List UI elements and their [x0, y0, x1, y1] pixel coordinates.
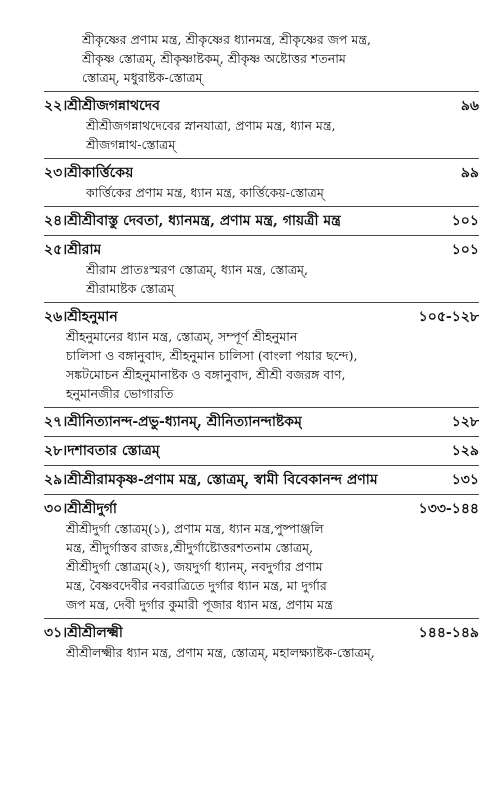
toc-entry-26: [44, 307, 479, 408]
entry-page: ৯৯: [460, 165, 479, 181]
entry-heading: [44, 470, 479, 490]
entry-title: শ্রীনিত্যানন্দ-প্রভু-ধ্যানম্‌, শ্রীনিত্যানন্দাষ্টকম্‌: [67, 414, 302, 430]
entry-line: শ্রীকৃষ্ণ স্তোত্রম্‌, শ্রীকৃষ্ণাষ্টকম্‌, শ্রীকৃষ্ণ অষ্টোত্তর শতনাম: [82, 51, 346, 66]
entry-page: ৯৬: [460, 98, 479, 114]
entry-number: ৩০।: [44, 501, 68, 517]
toc-entry-27: [44, 412, 479, 437]
entry-title: শ্রীশ্রীদুর্গা: [67, 501, 117, 517]
toc-entry-30: [44, 499, 479, 619]
continued-lines: [44, 30, 479, 87]
entry-page: ১২৮: [451, 414, 479, 430]
entry-heading: [44, 163, 479, 183]
entry-line: শ্রীহনুমানের ধ্যান মন্ত্র, স্তোত্রম্‌, সম্পূর্ণ শ্রীহনুমান: [66, 329, 298, 344]
entry-heading: [44, 211, 479, 231]
entry-line: সঙ্কটমোচন শ্রীহনুমানাষ্টক ও বঙ্গানুবাদ, শ্রীশ্রী বজরঙ্গ বাণ,: [66, 367, 346, 382]
toc-entry-23: [44, 163, 479, 207]
entry-page: ১৩৩-১৪৪: [418, 501, 479, 517]
entry-page: ১০১: [451, 242, 479, 258]
entry-line: জপ মন্ত্র, দেবী দুর্গার কুমারী পূজার ধ্যান মন্ত্র, প্রণাম মন্ত্র: [66, 597, 333, 612]
entry-page: ১২৯: [451, 443, 479, 459]
entry-heading: [44, 96, 479, 116]
entry-title: শ্রীশ্রীবাস্তু দেবতা, ধ্যানমন্ত্র, প্রণাম মন্ত্র, গায়ত্রী মন্ত্র: [67, 213, 341, 229]
entry-page: ১০১: [451, 213, 479, 229]
entry-line: শ্রীশ্রীদুর্গা স্তোত্রম্‌(১), প্রণাম মন্ত্র, ধ্যান মন্ত্র,পুষ্পাঞ্জলি: [66, 521, 324, 536]
entry-line: শ্রীশ্রীজগন্নাথদেবের স্নানযাত্রা, প্রণাম মন্ত্র, ধ্যান মন্ত্র,: [86, 118, 336, 133]
entry-lines: [44, 260, 479, 298]
entry-line: শ্রীকৃষ্ণের প্রণাম মন্ত্র, শ্রীকৃষ্ণের ধ্যানমন্ত্র, শ্রীকৃষ্ণের জপ মন্ত্র,: [82, 32, 371, 47]
entry-line: শ্রীরামাষ্টক স্তোত্রম্‌: [86, 281, 175, 296]
entry-number: ২২।: [44, 98, 68, 114]
entry-number: ২৫।: [44, 242, 68, 258]
entry-lines: [44, 183, 479, 202]
toc-entry-24: [44, 211, 479, 236]
entry-line: চালিসা ও বঙ্গানুবাদ, শ্রীহনুমান চালিসা (বাংলা পয়ার ছন্দে),: [66, 348, 358, 363]
entry-lines: [44, 519, 479, 614]
entry-lines: [44, 116, 479, 154]
entry-title: শ্রীরাম: [67, 242, 102, 258]
entry-number: ২৬।: [44, 309, 68, 325]
entry-heading: [44, 240, 479, 260]
entry-number: ২৩।: [44, 165, 68, 181]
entry-title: শ্রীশ্রীলক্ষ্মী: [67, 625, 123, 641]
entry-title: শ্রীকার্ত্তিকেয়: [67, 165, 134, 181]
toc-entry-continued: [44, 30, 479, 92]
entry-number: ৩১।: [44, 625, 68, 641]
entry-line: শ্রীশ্রীদুর্গা স্তোত্রম্‌(২), জয়দুর্গা ধ্যানম্‌, নবদুর্গার প্রণাম: [66, 559, 323, 574]
entry-heading: [44, 412, 479, 432]
entry-line: কার্ত্তিকের প্রণাম মন্ত্র, ধ্যান মন্ত্র, কার্ত্তিকেয়-স্তোত্রম্‌: [86, 185, 324, 200]
entry-lines: [44, 327, 479, 403]
toc-entry-29: [44, 470, 479, 495]
entry-line: স্তোত্রম্‌, মধুরাষ্টক-স্তোত্রম্‌: [82, 70, 203, 85]
entry-title: দশাবতার স্তোত্রম্‌: [67, 443, 160, 459]
entry-line: শ্রীজগন্নাথ-স্তোত্রম্‌: [86, 137, 176, 152]
toc-entry-28: [44, 441, 479, 466]
entry-page: ১৪৪-১৪৯: [418, 625, 479, 641]
entry-heading: [44, 441, 479, 461]
entry-number: ২৪।: [44, 213, 68, 229]
entry-number: ২৭।: [44, 414, 68, 430]
entry-title: শ্রীহনুমান: [67, 309, 118, 325]
entry-line: মন্ত্র, শ্রীদুর্গাস্তব রাজঃ,শ্রীদুর্গাষ্টোত্তরশতনাম স্তোত্রম্‌,: [66, 540, 314, 555]
entry-number: ২৮।: [44, 443, 68, 459]
entry-line: মন্ত্র, বৈষ্ণবদেবীর নবরাত্রিতে দুর্গার ধ্যান মন্ত্র, মা দুর্গার: [66, 578, 327, 593]
entry-number: ২৯।: [44, 472, 68, 488]
entry-page: ১০৫-১২৮: [418, 309, 479, 325]
toc-entry-31: [44, 623, 479, 666]
entry-heading: [44, 623, 479, 643]
entry-page: ১৩১: [451, 472, 479, 488]
entry-heading: [44, 499, 479, 519]
toc-entry-25: [44, 240, 479, 303]
entry-line: শ্রীশ্রীলক্ষ্মীর ধ্যান মন্ত্র, প্রণাম মন্ত্র, স্তোত্রম্‌, মহালক্ষ্যাষ্টক-স্তোত্রম্‌,: [66, 645, 375, 660]
entry-line: হনুমানজীর ভোগারতি: [66, 386, 174, 401]
entry-line: শ্রীরাম প্রাতঃস্মরণ স্তোত্রম্‌, ধ্যান মন্ত্র, স্তোত্রম্‌,: [86, 262, 308, 277]
entry-lines: [44, 643, 479, 662]
entry-title: শ্রীশ্রীজগন্নাথদেব: [67, 98, 160, 114]
entry-heading: [44, 307, 479, 327]
toc-entry-22: [44, 96, 479, 159]
entry-title: শ্রীশ্রীরামকৃষ্ণ-প্রণাম মন্ত্র, স্তোত্রম্‌, স্বামী বিবেকানন্দ প্রণাম: [67, 472, 378, 488]
